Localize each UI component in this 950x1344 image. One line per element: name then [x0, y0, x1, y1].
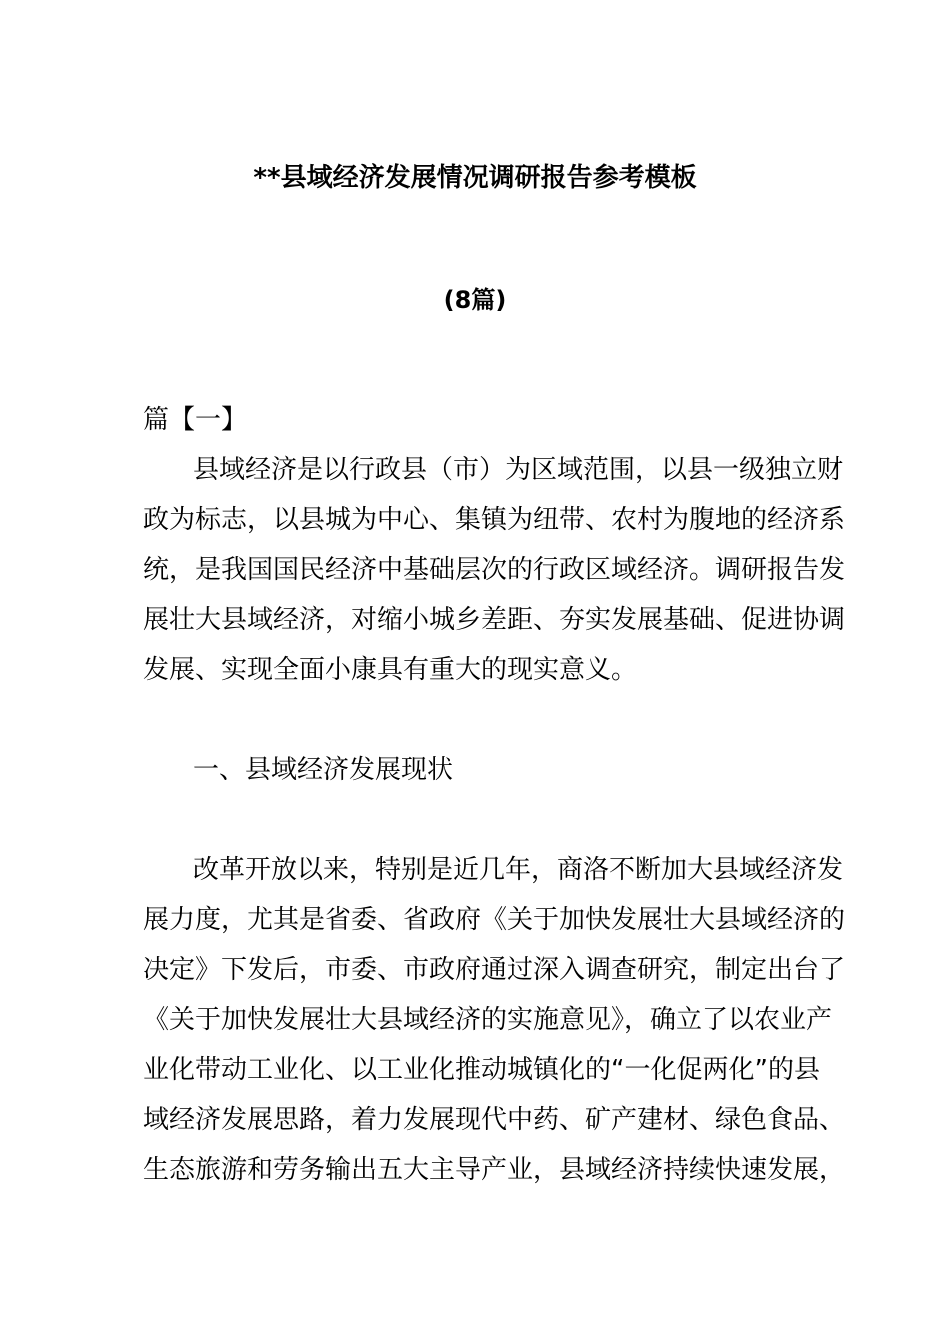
paragraph-line: 生态旅游和劳务输出五大主导产业，县域经济持续快速发展， — [143, 1155, 846, 1185]
paragraph-line: 展壮大县域经济，对缩小城乡差距、夯实发展基础、促进协调 — [143, 605, 846, 635]
section-label: 篇【一】 — [143, 405, 248, 435]
document-subtitle: (8篇) — [443, 286, 507, 314]
paragraph-line: 展力度，尤其是省委、省政府《关于加快发展壮大县域经济的 — [143, 905, 846, 935]
paragraph-status — [143, 845, 846, 1195]
paragraph-line: 政为标志，以县城为中心、集镇为纽带、农村为腹地的经济系 — [143, 505, 846, 535]
section-heading-text: 一、县域经济发展现状 — [193, 755, 454, 785]
section-heading — [143, 745, 809, 795]
paragraph-line: 域经济发展思路，着力发展现代中药、矿产建材、绿色食品、 — [143, 1105, 846, 1135]
paragraph-line: 发展、实现全面小康具有重大的现实意义。 — [143, 655, 638, 685]
paragraph-line: 决定》下发后，市委、市政府通过深入调查研究，制定出台了 — [143, 955, 846, 985]
paragraph-intro — [143, 445, 846, 695]
paragraph-line: 统，是我国国民经济中基础层次的行政区域经济。调研报告发 — [143, 555, 846, 585]
paragraph-line: 县域经济是以行政县（市）为区域范围，以县一级独立财 — [193, 455, 844, 485]
paragraph-line: 业化带动工业化、以工业化推动城镇化的“一化促两化”的县 — [143, 1055, 820, 1085]
paragraph-line: 《关于加快发展壮大县域经济的实施意见》，确立了以农业产 — [143, 1005, 833, 1035]
paragraph-line: 改革开放以来，特别是近几年，商洛不断加大县域经济发 — [193, 855, 844, 885]
document-title: **县域经济发展情况调研报告参考模板 — [253, 163, 697, 193]
